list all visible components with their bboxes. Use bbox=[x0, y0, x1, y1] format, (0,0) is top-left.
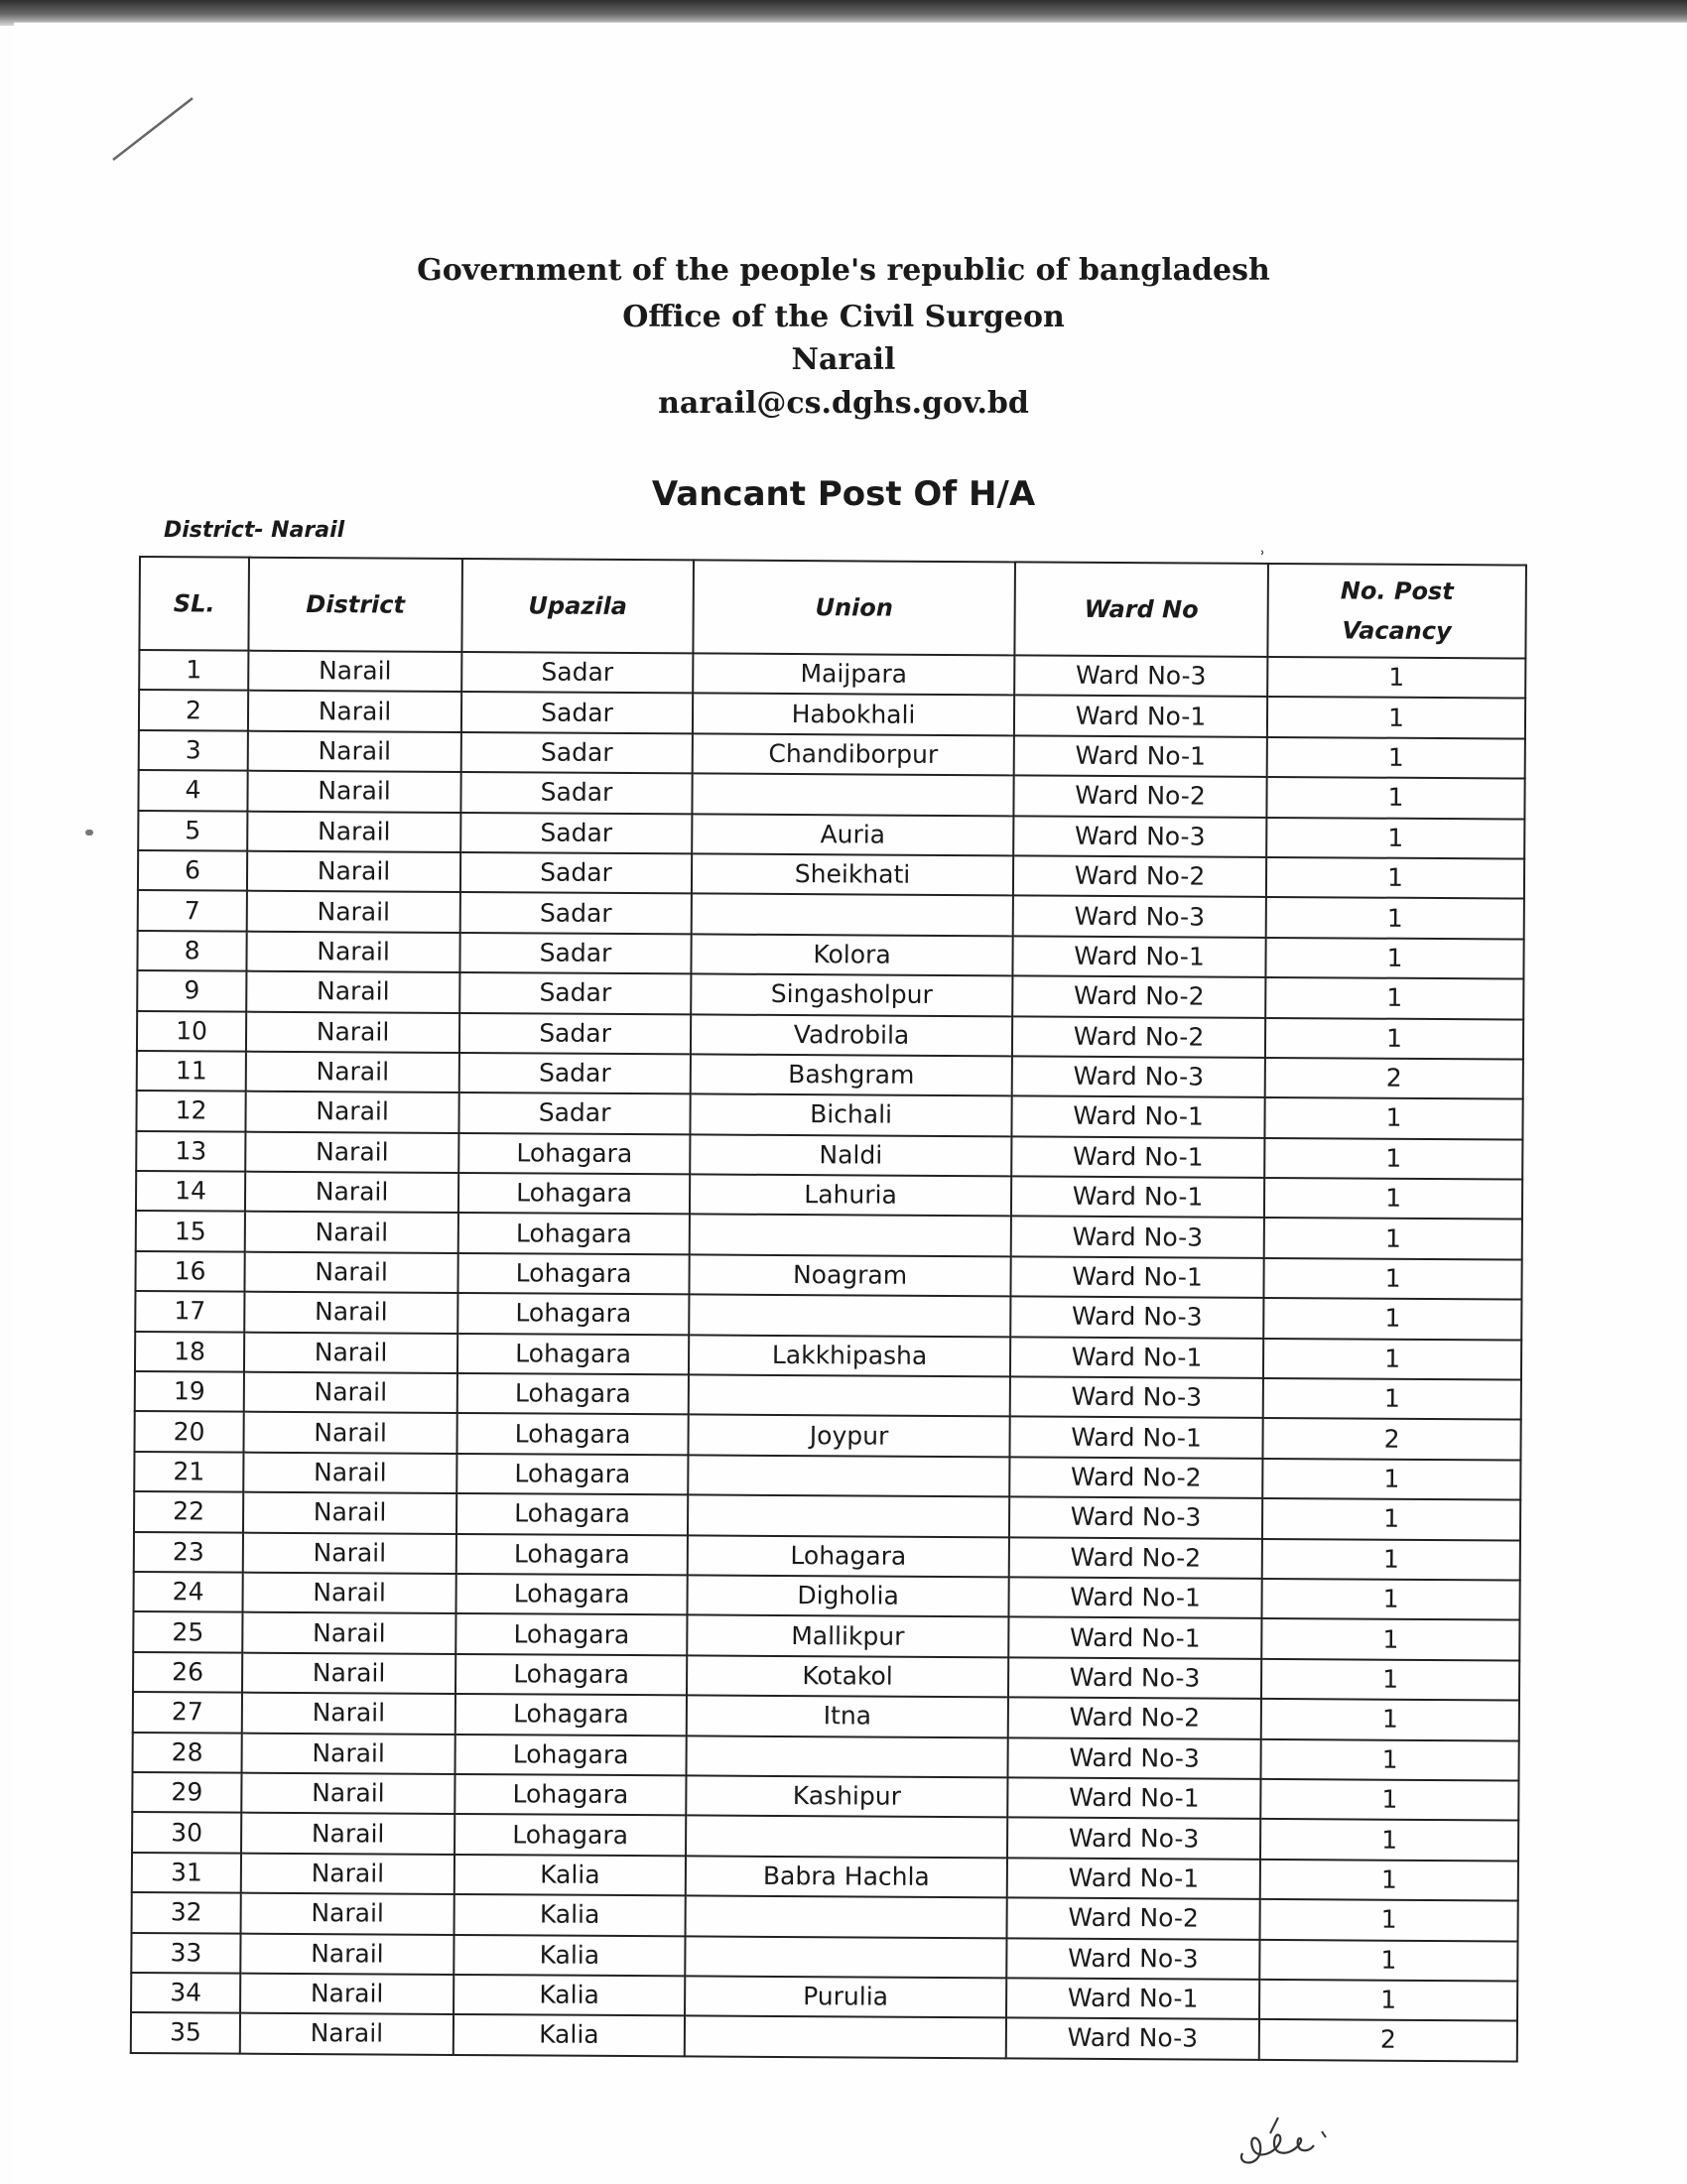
district-cell: Narail bbox=[244, 1252, 457, 1294]
table-row bbox=[131, 2012, 1517, 2061]
vacancy-header-line2: Vacancy bbox=[1342, 616, 1452, 646]
vacancy-cell: 1 bbox=[1261, 1659, 1519, 1701]
vacancy-cell: 1 bbox=[1266, 897, 1524, 939]
ward-cell: Ward No-2 bbox=[1012, 976, 1265, 1018]
union-cell bbox=[685, 2016, 1006, 2058]
vacancy-cell: 1 bbox=[1260, 1819, 1518, 1861]
upazila-cell: Sadar bbox=[459, 933, 691, 974]
district-label: District- Narail bbox=[164, 518, 345, 543]
union-cell: Mallikpur bbox=[687, 1615, 1008, 1657]
union-cell: Babra Hachla bbox=[686, 1856, 1007, 1897]
vacancy-cell: 1 bbox=[1260, 1860, 1518, 1901]
vacancy-cell: 1 bbox=[1262, 1539, 1520, 1581]
union-cell bbox=[686, 1816, 1007, 1858]
sl-cell: 9 bbox=[137, 970, 246, 1011]
office-email: narail@cs.dghs.gov.bd bbox=[658, 386, 1029, 421]
district-cell: Narail bbox=[241, 1813, 454, 1855]
district-cell: Narail bbox=[243, 1412, 456, 1454]
district-cell: Narail bbox=[241, 1893, 454, 1935]
ward-cell: Ward No-1 bbox=[1006, 1978, 1259, 2019]
sl-cell: 2 bbox=[139, 690, 248, 730]
union-cell bbox=[688, 1495, 1009, 1537]
vacancy-cell: 2 bbox=[1259, 2019, 1517, 2061]
sl-cell: 28 bbox=[133, 1733, 242, 1773]
upazila-cell: Lohagara bbox=[456, 1534, 688, 1576]
ward-cell: Ward No-3 bbox=[1011, 1217, 1264, 1258]
district-cell: Narail bbox=[245, 1172, 458, 1214]
upazila-cell: Lohagara bbox=[457, 1253, 689, 1295]
ward-cell: Ward No-1 bbox=[1010, 1256, 1263, 1298]
vacancy-cell: 1 bbox=[1264, 1178, 1522, 1220]
upazila-cell: Lohagara bbox=[455, 1734, 687, 1776]
ward-cell: Ward No-1 bbox=[1009, 1417, 1262, 1459]
district-cell: Narail bbox=[242, 1652, 455, 1694]
district-cell: Narail bbox=[243, 1492, 456, 1534]
sl-cell: 1 bbox=[139, 650, 248, 691]
sl-cell: 13 bbox=[136, 1131, 245, 1172]
district-cell: Narail bbox=[246, 971, 459, 1013]
scan-speck bbox=[85, 830, 93, 835]
district-cell: Narail bbox=[244, 1332, 457, 1373]
sl-cell: 26 bbox=[133, 1652, 242, 1693]
upazila-cell: Kalia bbox=[454, 1975, 685, 2016]
district-cell: Narail bbox=[242, 1573, 455, 1614]
vacancy-cell: 1 bbox=[1264, 1218, 1522, 1259]
union-cell bbox=[689, 1374, 1010, 1416]
ward-cell: Ward No-1 bbox=[1010, 1337, 1263, 1378]
ward-cell: Ward No-1 bbox=[1011, 1136, 1264, 1178]
upazila-cell: Kalia bbox=[454, 1934, 685, 1976]
upazila-cell: Lohagara bbox=[457, 1293, 689, 1335]
union-cell: Chandiborpur bbox=[693, 733, 1014, 775]
vacancy-cell: 1 bbox=[1263, 1298, 1521, 1340]
vacancy-header-line1: No. Post bbox=[1340, 577, 1454, 606]
vacancy-cell: 2 bbox=[1262, 1418, 1520, 1460]
upazila-cell: Lohagara bbox=[455, 1654, 687, 1696]
district-cell: Narail bbox=[248, 651, 461, 693]
vacancy-cell: 1 bbox=[1259, 1939, 1517, 1981]
ward-cell: Ward No-2 bbox=[1013, 855, 1266, 897]
union-cell: Purulia bbox=[685, 1976, 1006, 2017]
district-cell: Narail bbox=[248, 730, 461, 772]
union-cell: Auria bbox=[692, 814, 1013, 855]
vacancy-header bbox=[1267, 564, 1526, 659]
sl-cell: 16 bbox=[135, 1251, 244, 1292]
union-cell: Lakkhipasha bbox=[689, 1335, 1010, 1376]
ward-cell: Ward No-1 bbox=[1007, 1858, 1260, 1899]
district-cell: Narail bbox=[240, 2013, 454, 2055]
ward-cell: Ward No-2 bbox=[1007, 1897, 1260, 1939]
vacancy-cell: 1 bbox=[1265, 977, 1523, 1019]
ward-cell: Ward No-3 bbox=[1007, 1818, 1260, 1860]
sl-cell: 22 bbox=[134, 1491, 243, 1532]
union-cell: Joypur bbox=[688, 1415, 1009, 1457]
ward-header: Ward No bbox=[1014, 562, 1268, 657]
union-cell bbox=[685, 1936, 1006, 1978]
district-cell: Narail bbox=[242, 1693, 455, 1734]
sl-cell: 30 bbox=[132, 1812, 241, 1853]
upazila-cell: Sadar bbox=[459, 1053, 691, 1094]
district-cell: Narail bbox=[240, 1974, 454, 2015]
union-cell: Bashgram bbox=[691, 1054, 1012, 1095]
district-cell: Narail bbox=[245, 1092, 458, 1133]
sl-cell: 33 bbox=[131, 1932, 240, 1973]
upazila-cell: Lohagara bbox=[458, 1173, 690, 1215]
ward-cell: Ward No-2 bbox=[1008, 1698, 1261, 1739]
ward-cell: Ward No-1 bbox=[1007, 1777, 1260, 1819]
sl-cell: 25 bbox=[133, 1611, 242, 1652]
sl-cell: 21 bbox=[134, 1452, 243, 1492]
upazila-cell: Lohagara bbox=[458, 1133, 690, 1175]
sl-cell: 24 bbox=[133, 1572, 242, 1612]
union-cell bbox=[692, 894, 1013, 936]
union-cell bbox=[689, 1295, 1010, 1337]
ward-cell: Ward No-3 bbox=[1009, 1497, 1262, 1539]
sl-cell: 20 bbox=[134, 1411, 243, 1452]
sl-cell: 17 bbox=[135, 1291, 244, 1332]
district-cell: Narail bbox=[245, 1131, 458, 1173]
sl-cell: 11 bbox=[137, 1051, 246, 1092]
vacancy-cell: 1 bbox=[1264, 1097, 1522, 1139]
union-cell: Kashipur bbox=[686, 1775, 1007, 1817]
ward-cell: Ward No-1 bbox=[1014, 735, 1267, 777]
district-cell: Narail bbox=[247, 891, 460, 933]
district-cell: Narail bbox=[240, 1933, 454, 1975]
table-header-row bbox=[139, 557, 1526, 659]
district-header: District bbox=[248, 558, 462, 652]
upazila-cell: Sadar bbox=[461, 692, 693, 733]
ward-cell: Ward No-1 bbox=[1008, 1577, 1261, 1618]
sl-cell: 31 bbox=[132, 1853, 241, 1893]
vacancy-cell: 1 bbox=[1263, 1378, 1521, 1420]
vacancy-cell: 1 bbox=[1261, 1699, 1519, 1740]
vacancy-cell: 1 bbox=[1260, 1738, 1518, 1780]
union-cell bbox=[690, 1215, 1011, 1256]
ward-cell: Ward No-3 bbox=[1013, 816, 1266, 857]
sl-cell: 14 bbox=[136, 1171, 245, 1212]
sl-cell: 27 bbox=[133, 1692, 242, 1733]
tick-mark: ˒ bbox=[1260, 544, 1265, 563]
union-header: Union bbox=[693, 560, 1015, 655]
vacancy-cell: 1 bbox=[1263, 1339, 1521, 1380]
upazila-cell: Kalia bbox=[454, 1855, 686, 1896]
sl-cell: 6 bbox=[138, 850, 247, 891]
union-cell: Kotakol bbox=[687, 1655, 1008, 1697]
upazila-header: Upazila bbox=[461, 559, 694, 653]
vacancy-cell: 2 bbox=[1265, 1058, 1523, 1099]
upazila-cell: Lohagara bbox=[457, 1334, 689, 1375]
union-cell bbox=[688, 1455, 1009, 1496]
sl-cell: 12 bbox=[136, 1091, 245, 1131]
ward-cell: Ward No-3 bbox=[1007, 1737, 1260, 1779]
union-cell: Digholia bbox=[687, 1575, 1008, 1616]
upazila-cell: Lohagara bbox=[454, 1814, 686, 1856]
sl-cell: 10 bbox=[137, 1011, 246, 1052]
sl-cell: 5 bbox=[138, 811, 247, 851]
upazila-cell: Sadar bbox=[460, 892, 692, 934]
ward-cell: Ward No-1 bbox=[1014, 696, 1267, 737]
upazila-cell: Sadar bbox=[461, 652, 693, 694]
union-cell: Maijpara bbox=[693, 653, 1014, 695]
ward-cell: Ward No-2 bbox=[1012, 1016, 1265, 1058]
vacancy-cell: 1 bbox=[1267, 697, 1525, 738]
union-cell bbox=[686, 1895, 1007, 1937]
vacancy-cell: 1 bbox=[1259, 1980, 1517, 2021]
ward-cell: Ward No-2 bbox=[1009, 1537, 1262, 1579]
ward-cell: Ward No-2 bbox=[1013, 776, 1266, 818]
sl-cell: 8 bbox=[137, 931, 246, 971]
sl-cell: 15 bbox=[136, 1211, 245, 1251]
union-cell: Naldi bbox=[690, 1134, 1011, 1176]
vacancy-cell: 1 bbox=[1260, 1779, 1518, 1821]
union-cell: Noagram bbox=[689, 1254, 1010, 1296]
ward-cell: Ward No-1 bbox=[1008, 1617, 1261, 1659]
district-cell: Narail bbox=[246, 1052, 459, 1093]
district-cell: Narail bbox=[242, 1612, 455, 1654]
district-cell: Narail bbox=[248, 691, 461, 732]
ward-cell: Ward No-3 bbox=[1006, 1938, 1259, 1980]
union-cell bbox=[687, 1735, 1008, 1777]
union-cell: Lohagara bbox=[688, 1535, 1009, 1577]
upazila-cell: Lohagara bbox=[455, 1574, 687, 1615]
sl-cell: 34 bbox=[131, 1973, 240, 2013]
upazila-cell: Sadar bbox=[458, 1092, 690, 1134]
district-cell: Narail bbox=[246, 1011, 459, 1053]
vacancy-cell: 1 bbox=[1266, 857, 1524, 899]
government-heading: Government of the people's republic of bangladesh bbox=[417, 253, 1270, 288]
vacancy-cell: 1 bbox=[1261, 1618, 1519, 1660]
ward-cell: Ward No-1 bbox=[1012, 936, 1265, 977]
vacancy-cell: 1 bbox=[1264, 1138, 1522, 1180]
union-cell: Singasholpur bbox=[691, 974, 1012, 1016]
document-title: Vancant Post Of H/A bbox=[651, 474, 1036, 514]
sl-cell: 35 bbox=[131, 2012, 240, 2053]
pen-stroke-mark bbox=[109, 94, 198, 164]
sl-cell: 7 bbox=[138, 890, 247, 931]
upazila-cell: Sadar bbox=[461, 732, 693, 774]
upazila-cell: Sadar bbox=[459, 972, 691, 1014]
vacancy-cell: 1 bbox=[1262, 1498, 1520, 1540]
ward-cell: Ward No-3 bbox=[1012, 1056, 1265, 1097]
ward-cell: Ward No-3 bbox=[1006, 2018, 1259, 2060]
union-cell: Sheikhati bbox=[692, 853, 1013, 895]
vacancy-cell: 1 bbox=[1260, 1899, 1518, 1941]
district-cell: Narail bbox=[241, 1853, 454, 1894]
vacancy-cell: 1 bbox=[1262, 1459, 1520, 1500]
union-cell: Lahuria bbox=[690, 1174, 1011, 1216]
sl-cell: 19 bbox=[135, 1371, 244, 1412]
sl-cell: 18 bbox=[135, 1332, 244, 1372]
district-cell: Narail bbox=[247, 771, 460, 813]
vacancy-cell: 1 bbox=[1267, 737, 1525, 779]
district-cell: Narail bbox=[247, 851, 460, 893]
union-cell: Vadrobila bbox=[691, 1014, 1012, 1056]
union-cell bbox=[692, 774, 1013, 816]
upazila-cell: Kalia bbox=[454, 2014, 685, 2056]
upazila-cell: Sadar bbox=[459, 1012, 691, 1054]
vacancy-cell: 1 bbox=[1267, 657, 1525, 699]
upazila-cell: Lohagara bbox=[456, 1493, 688, 1535]
district-cell: Narail bbox=[243, 1532, 456, 1574]
district-cell: Narail bbox=[242, 1733, 455, 1774]
vacancy-cell: 1 bbox=[1265, 938, 1523, 979]
union-cell: Itna bbox=[687, 1696, 1008, 1737]
upazila-cell: Lohagara bbox=[455, 1694, 687, 1735]
vacancy-cell: 1 bbox=[1265, 1017, 1523, 1059]
upazila-cell: Sadar bbox=[460, 813, 692, 854]
upazila-cell: Lohagara bbox=[458, 1213, 690, 1254]
upazila-cell: Sadar bbox=[460, 852, 692, 894]
ward-cell: Ward No-2 bbox=[1009, 1457, 1262, 1498]
upazila-cell: Lohagara bbox=[454, 1774, 686, 1816]
ward-cell: Ward No-3 bbox=[1010, 1297, 1263, 1339]
office-heading: Office of the Civil Surgeon bbox=[622, 300, 1065, 334]
district-cell: Narail bbox=[245, 1212, 458, 1253]
district-cell: Narail bbox=[243, 1452, 456, 1493]
union-cell: Bichali bbox=[690, 1094, 1011, 1136]
ward-cell: Ward No-3 bbox=[1013, 896, 1266, 938]
sl-cell: 32 bbox=[132, 1892, 241, 1933]
upazila-cell: Lohagara bbox=[456, 1454, 688, 1495]
vacancy-cell: 1 bbox=[1266, 777, 1524, 819]
district-cell: Narail bbox=[244, 1292, 457, 1334]
vacancy-cell: 1 bbox=[1266, 818, 1524, 859]
upazila-cell: Lohagara bbox=[457, 1373, 689, 1415]
sl-cell: 29 bbox=[132, 1772, 241, 1813]
ward-cell: Ward No-3 bbox=[1010, 1376, 1263, 1418]
district-cell: Narail bbox=[247, 811, 460, 852]
handwritten-signature bbox=[1231, 2114, 1340, 2173]
upazila-cell: Lohagara bbox=[455, 1613, 687, 1655]
upazila-cell: Lohagara bbox=[456, 1413, 688, 1455]
location-heading: Narail bbox=[791, 342, 896, 377]
upazila-cell: Kalia bbox=[454, 1894, 686, 1936]
sl-cell: 3 bbox=[139, 730, 248, 771]
ward-cell: Ward No-1 bbox=[1011, 1176, 1264, 1218]
sl-header: SL. bbox=[139, 557, 249, 651]
vacancy-table bbox=[130, 556, 1527, 2062]
district-cell: Narail bbox=[241, 1773, 454, 1815]
vacancy-cell: 1 bbox=[1263, 1258, 1521, 1300]
ward-cell: Ward No-3 bbox=[1008, 1657, 1261, 1699]
union-cell: Habokhali bbox=[693, 694, 1014, 735]
district-cell: Narail bbox=[246, 931, 459, 972]
upazila-cell: Sadar bbox=[460, 772, 692, 814]
district-cell: Narail bbox=[244, 1372, 457, 1414]
ward-cell: Ward No-3 bbox=[1014, 655, 1267, 697]
union-cell: Kolora bbox=[691, 934, 1012, 975]
vacancy-cell: 1 bbox=[1261, 1579, 1519, 1620]
sl-cell: 4 bbox=[138, 770, 247, 811]
ward-cell: Ward No-1 bbox=[1011, 1096, 1264, 1138]
sl-cell: 23 bbox=[134, 1532, 243, 1573]
